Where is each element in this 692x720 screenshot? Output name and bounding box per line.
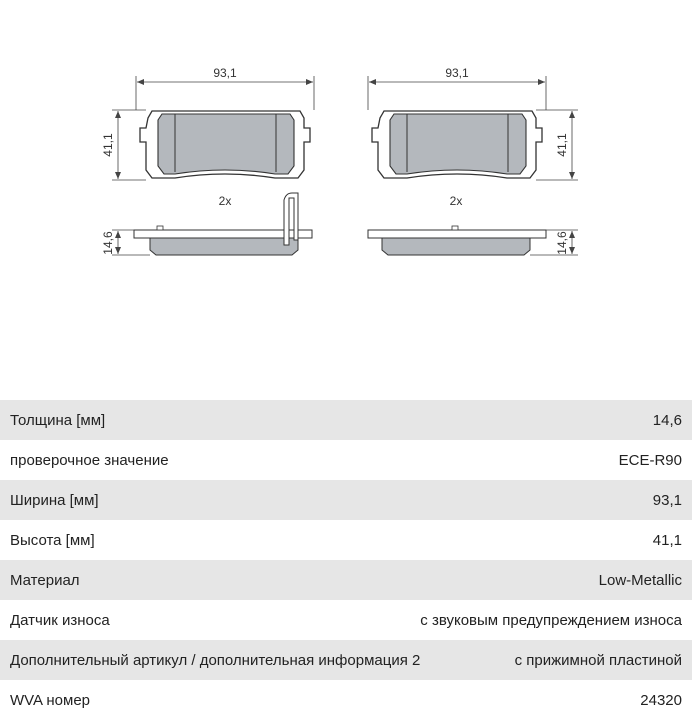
spec-label: Высота [мм] [10,531,95,549]
right-height-label: 41,1 [555,133,569,157]
spec-row-wear-sensor [0,600,692,640]
spec-value: Low-Metallic [598,571,682,589]
spec-row-test-value [0,440,692,480]
spec-value: 24320 [640,691,682,709]
spec-value: с прижимной пластиной [514,651,682,669]
right-thickness-label: 14,6 [555,231,569,255]
spec-value: 41,1 [652,531,682,549]
right-pad-front-view [368,76,578,180]
spec-label: Толщина [мм] [10,411,106,429]
spec-label: Дополнительный артикул / дополнительная информация 2 [10,651,421,669]
left-width-label: 93,1 [213,66,237,80]
right-pad-side-view [368,226,578,255]
left-height-label: 41,1 [101,133,115,157]
spec-label: проверочное значение [10,451,169,469]
spec-value: ECE-R90 [618,451,682,469]
spec-label: Материал [10,571,80,589]
spec-label: Ширина [мм] [10,491,99,509]
left-qty-label: 2x [218,194,232,208]
spec-row-width [0,480,692,520]
right-width-label: 93,1 [445,66,469,80]
spec-row-thickness [0,400,692,440]
left-thickness-label: 14,6 [101,231,115,255]
spec-label: WVA номер [10,691,91,709]
spec-label: Датчик износа [10,611,110,629]
spec-row-wva-number [0,680,692,720]
spec-value: 14,6 [652,411,682,429]
spec-row-additional-info [0,640,692,680]
left-pad-side-view [112,193,312,255]
spec-value: с звуковым предупреждением износа [420,611,682,629]
spec-row-height [0,520,692,560]
right-qty-label: 2x [449,194,463,208]
spec-value: 93,1 [652,491,682,509]
left-pad-front-view [112,76,314,180]
spec-row-material [0,560,692,600]
specifications-table [0,400,692,720]
